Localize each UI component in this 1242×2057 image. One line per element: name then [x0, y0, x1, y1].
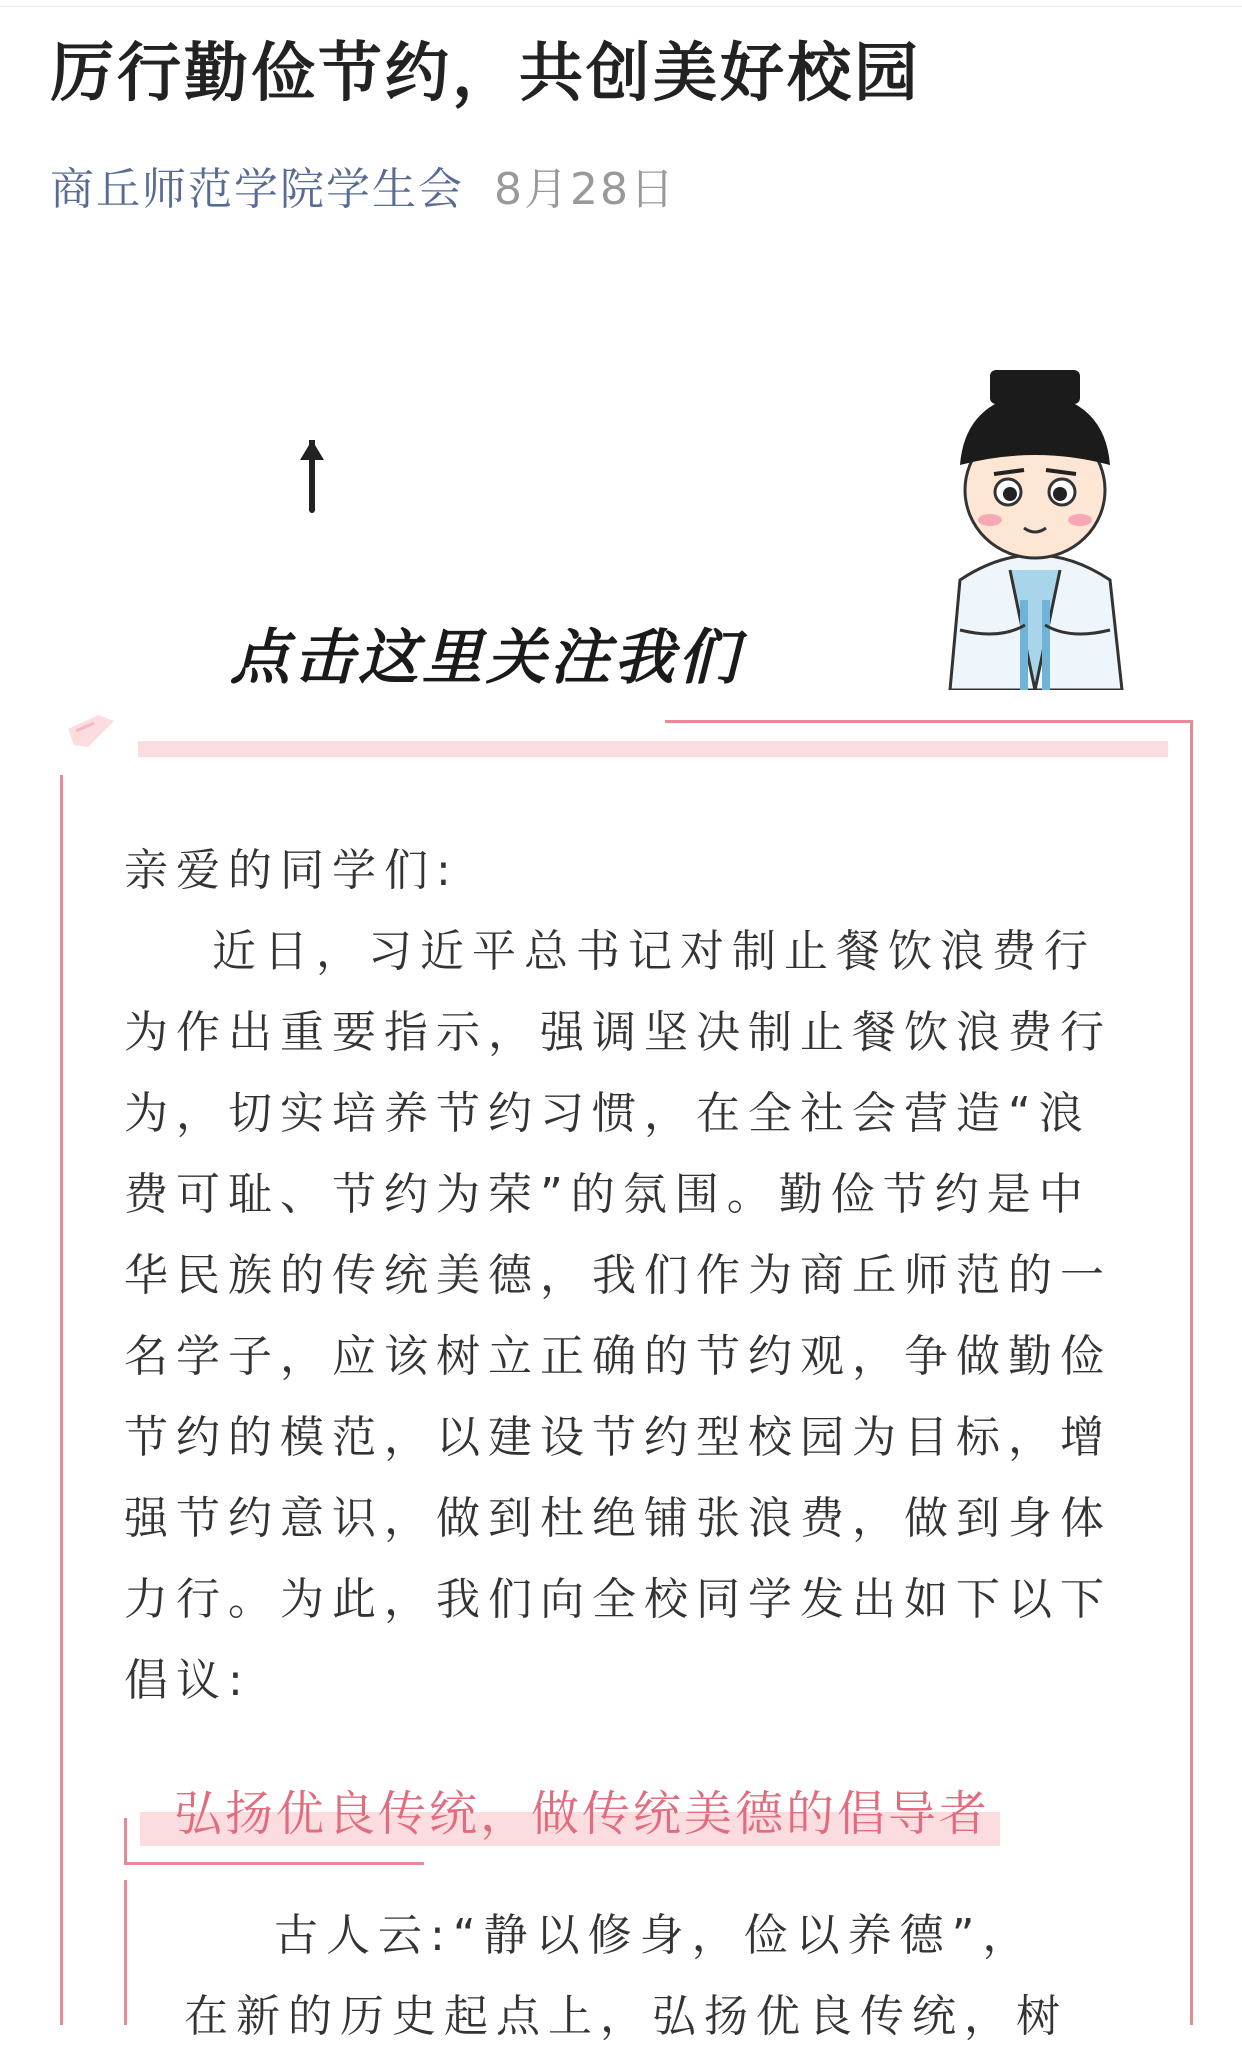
publish-date: 8月28日 — [494, 164, 676, 215]
section-body — [184, 1895, 1084, 2057]
paragraph-2-line-1: 古人云:“静以修身，俭以养德”， — [274, 1910, 1035, 1961]
follow-us-banner[interactable] — [230, 440, 850, 700]
frame-pink-band — [138, 741, 1168, 757]
frame-corner-ornament — [68, 715, 114, 747]
article-body — [124, 830, 1124, 1721]
article-title: 厉行勤俭节约，共创美好校园 — [50, 37, 921, 111]
scholar-mascot-illustration — [930, 370, 1140, 690]
subheading-bracket-horizontal — [124, 1862, 424, 1865]
top-divider — [0, 0, 1242, 7]
paragraph-1: 近日，习近平总书记对制止餐饮浪费行为作出重要指示，强调坚决制止餐饮浪费行为，切实培养节约习惯，在全社会营造“浪费可耻、节约为荣”的氛围。勤俭节约是中华民族的传统美德，我们作为商丘师范的一名学子，应该树立正确的节约观，争做勤俭节约的模范，以建设节约型校园为目标，增强节约意识，做到杜绝铺张浪费，做到身体力行。为此，我们向全校同学发出如下以下倡议: — [124, 926, 1112, 1706]
section-subheading: 弘扬优良传统，做传统美德的倡导者 — [174, 1786, 991, 1842]
follow-us-text: 点击这里关注我们 — [230, 623, 742, 693]
frame-right-line — [1190, 720, 1193, 2025]
subheading-bracket-vertical — [124, 1818, 127, 1864]
article-meta — [50, 160, 676, 220]
frame-top-line — [665, 720, 1193, 723]
section-left-line — [124, 1880, 127, 2025]
account-name-link[interactable]: 商丘师范学院学生会 — [50, 164, 464, 215]
frame-left-line — [60, 775, 63, 2025]
paragraph-2-line-2: 在新的历史起点上，弘扬优良传统，树 — [184, 1991, 1068, 2042]
greeting-text: 亲爱的同学们: — [124, 845, 459, 896]
